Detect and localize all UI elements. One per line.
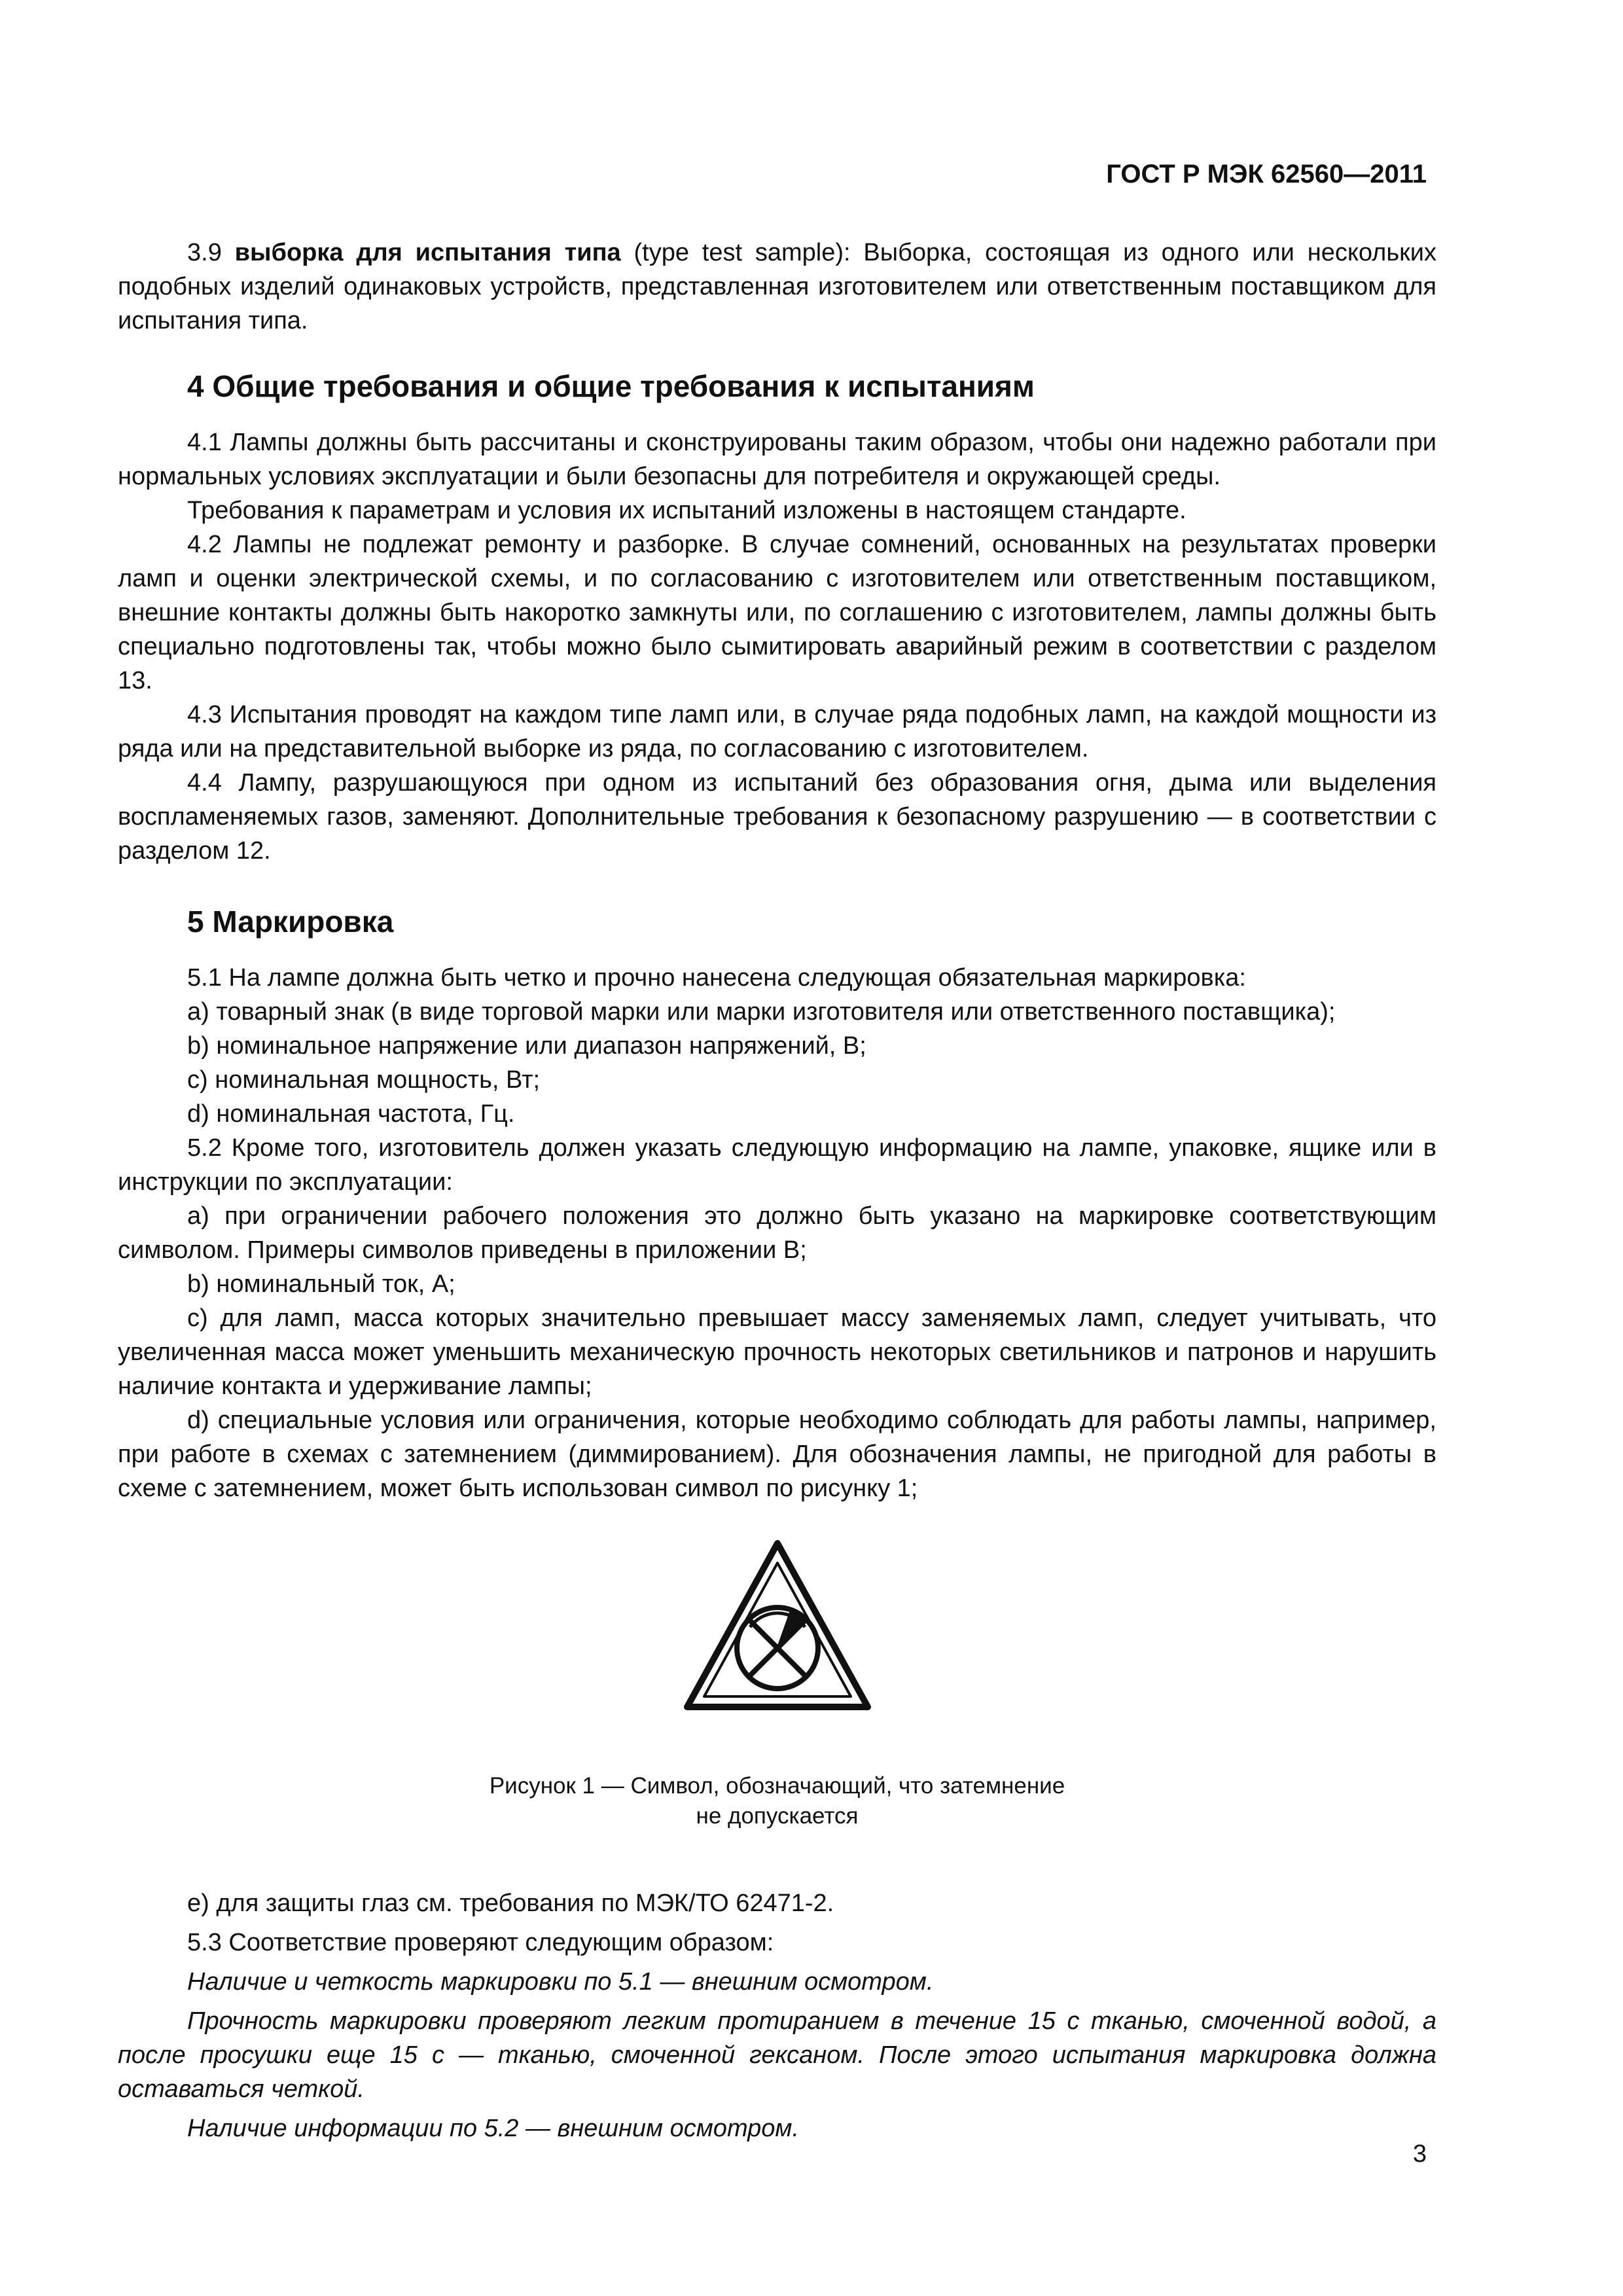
paragraph-5-1: 5.1 На лампе должна быть четко и прочно нанесена следующая обязательная маркировка: [187, 964, 1246, 992]
figure-1 [118, 1535, 1436, 1831]
clause-number: 3.9 [187, 239, 222, 266]
paragraph-4-2: 4.2 Лампы не подлежат ремонту и разборке. В случае сомнений, основанных на результатах проверки ламп и оценки электрической схемы, и по согласованию с изготовителем или ответственным поставщиком, внешние контакты должны быть накоротко замкнуты или, по соглашению с изготовителем, лампы должны быть специально подготовлены так, чтобы можно было сымитировать аварийный режим в соответствии с разделом 13. [118, 531, 1436, 694]
paragraph-4-4: 4.4 Лампу, разрушающуюся при одном из испытаний без образования огня, дыма или выделения воспламеняемых газов, заменяют. Дополнительные требования к безопасному разрушению — в соответствии с разделом 12. [118, 769, 1436, 865]
term-definition-bold: выборка для испытания типа [234, 239, 621, 266]
list-item-5-1-b: b) номинальное напряжение или диапазон напряжений, В; [187, 1032, 866, 1060]
list-item-5-1-d: d) номинальная частота, Гц. [187, 1100, 515, 1128]
figure-caption-line-1: Рисунок 1 — Символ, обозначающий, что затемнение [489, 1773, 1065, 1799]
page-content [118, 236, 1436, 2145]
list-item-5-2-b: b) номинальный ток, А; [187, 1270, 455, 1298]
check-text-3: Наличие информации по 5.2 — внешним осмотром. [187, 2115, 800, 2142]
standard-designation: ГОСТ Р МЭК 62560—2011 [1106, 160, 1427, 188]
paragraph-5-3: 5.3 Соответствие проверяют следующим образом: [187, 1929, 774, 1956]
section-5-heading: 5 Маркировка [187, 905, 394, 939]
section-4-heading: 4 Общие требования и общие требования к испытаниям [187, 369, 1035, 403]
list-item-5-1-c: c) номинальная мощность, Вт; [187, 1066, 541, 1094]
clause-3-9 [118, 236, 1436, 338]
check-text-1: Наличие и четкость маркировки по 5.1 — внешним осмотром. [187, 1968, 934, 1996]
figure-caption [490, 1771, 1065, 1831]
list-item-5-1-a: a) товарный знак (в виде торговой марки или марки изготовителя или ответственного поставщика); [187, 998, 1336, 1026]
list-item-5-2-d: d) специальные условия или ограничения, которые необходимо соблюдать для работы лампы, например, при работе в схемах с затемнением (диммированием). Для обозначения лампы, не пригодной для работы в схеме с затемнением, может быть использован символ по рисунку 1; [118, 1407, 1436, 1502]
check-text-2: Прочность маркировки проверяют легким протиранием в течение 15 с тканью, смоченной водой, а после просушки еще 15 с — тканью, смоченной гексаном. После этого испытания маркировка должна оставаться четкой. [118, 2007, 1436, 2103]
paragraph-4-1-continuation: Требования к параметрам и условия их испытаний изложены в настоящем стандарте. [187, 497, 1186, 524]
figure-caption-line-2: не допускается [696, 1803, 859, 1829]
list-item-5-2-e: e) для защиты глаз см. требования по МЭК/ТО 62471-2. [187, 1890, 834, 1917]
paragraph-5-2: 5.2 Кроме того, изготовитель должен указать следующую информацию на лампе, упаковке, ящике или в инструкции по эксплуатации: [118, 1134, 1436, 1196]
term-definition-text: (type test sample): Выборка, состоящая из одного или нескольких подобных изделий одинаковых устройств, представленная изготовителем или ответственным поставщиком для испытания типа. [118, 239, 1436, 334]
paragraph-4-3: 4.3 Испытания проводят на каждом типе ламп или, в случае ряда подобных ламп, на каждой мощности из ряда или на представительной выборке из ряда, по согласованию с изготовителем. [118, 701, 1436, 762]
no-dimming-symbol-icon [679, 1535, 876, 1732]
paragraph-4-1: 4.1 Лампы должны быть рассчитаны и сконструированы таким образом, чтобы они надежно работали при нормальных условиях эксплуатации и были безопасны для потребителя и окружающей среды. [118, 429, 1436, 490]
page-number: 3 [1412, 2140, 1427, 2168]
list-item-5-2-c: c) для ламп, масса которых значительно превышает массу заменяемых ламп, следует учитывать, что увеличенная масса может уменьшить механическую прочность некоторых светильников и патронов и нарушить наличие контакта и удерживание лампы; [118, 1304, 1436, 1400]
list-item-5-2-a: a) при ограничении рабочего положения это должно быть указано на маркировке соответствующим символом. Примеры символов приведены в приложении В; [118, 1202, 1436, 1264]
